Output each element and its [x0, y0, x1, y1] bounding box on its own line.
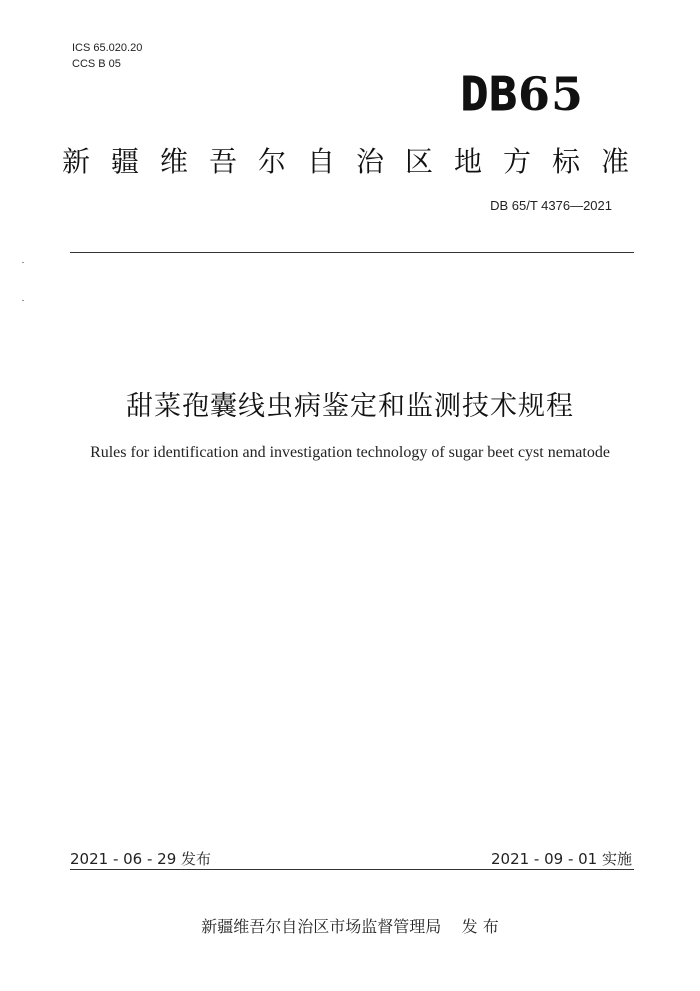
- standard-number: DB 65/T 4376—2021: [490, 198, 612, 213]
- logo-db-text: DB: [460, 67, 518, 121]
- ics-ccs-block: [72, 40, 142, 72]
- publisher: 新疆维吾尔自治区市场监督管理局 发 布: [201, 917, 499, 936]
- issue-date: 2021 - 06 - 29 发布: [70, 850, 212, 868]
- ics-code: ICS 65.020.20: [72, 42, 143, 54]
- document-title-zh: 甜菜孢囊线虫病鉴定和监测技术规程: [126, 391, 574, 422]
- margin-mark: [22, 300, 24, 301]
- ccs-code: CCS B 05: [72, 58, 121, 70]
- db-logo: [461, 66, 584, 122]
- document-title-en: Rules for identification and investigation technology of sugar beet cyst nematode: [90, 444, 610, 461]
- top-divider: [70, 252, 634, 253]
- implementation-date: 2021 - 09 - 01 实施: [490, 850, 632, 868]
- bottom-divider: [70, 869, 634, 870]
- standard-type-title: 新疆维吾尔自治区地方标准: [62, 145, 651, 178]
- logo-number: 65: [517, 67, 584, 121]
- margin-mark: [22, 262, 24, 263]
